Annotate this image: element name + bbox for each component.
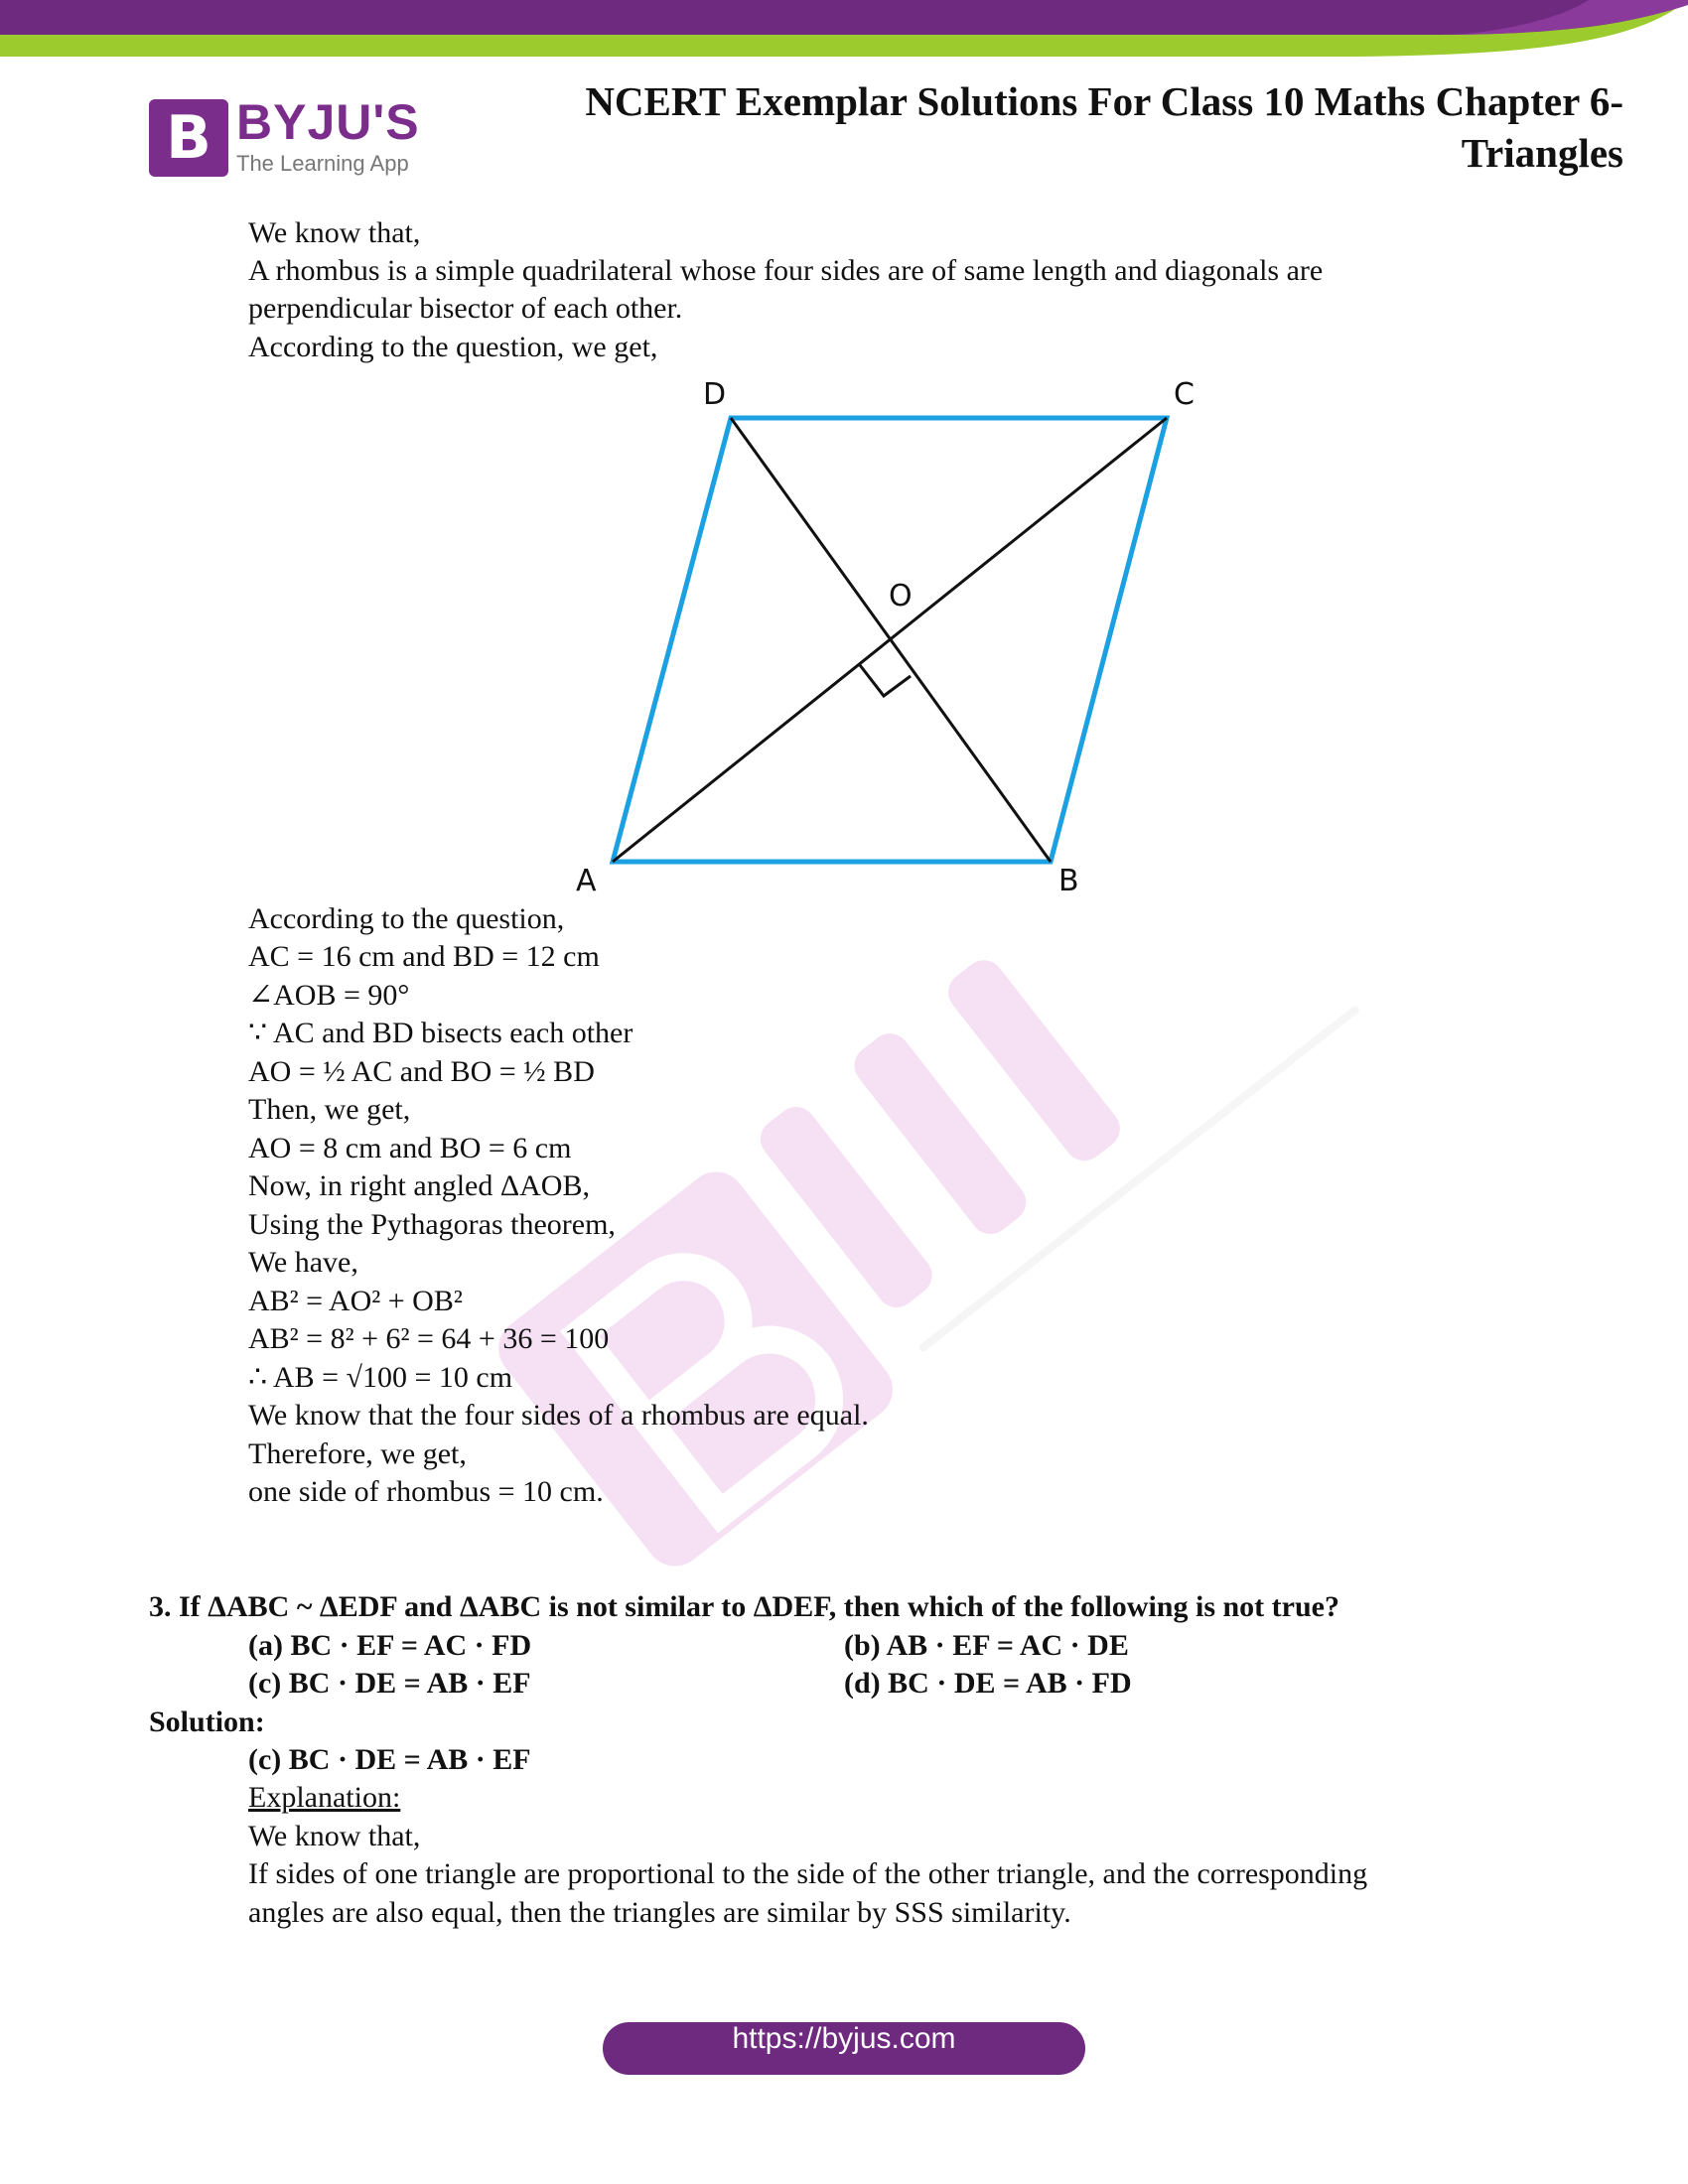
title-line: Triangles bbox=[1461, 130, 1623, 176]
diagonal-bd bbox=[731, 418, 1051, 862]
logo-word: BYJU'S bbox=[236, 94, 420, 150]
text-line: According to the question, we get, bbox=[248, 331, 658, 363]
text-line: AO = 8 cm and BO = 6 cm bbox=[248, 1132, 572, 1164]
text-line: We have, bbox=[248, 1246, 358, 1279]
text-line: Then, we get, bbox=[248, 1093, 411, 1126]
text-line: angles are also equal, then the triangles are similar by SSS similarity. bbox=[248, 1896, 1071, 1929]
explanation-label: Explanation: bbox=[248, 1781, 401, 1814]
logo-tagline: The Learning App bbox=[236, 151, 409, 176]
text-line: We know that, bbox=[248, 216, 421, 249]
text-line: If sides of one triangle are proportional to the side of the other triangle, and the corresponding bbox=[248, 1857, 1368, 1890]
text-line: Therefore, we get, bbox=[248, 1437, 467, 1470]
label-a: A bbox=[576, 864, 597, 898]
byjus-logo bbox=[149, 94, 437, 181]
text-line: one side of rhombus = 10 cm. bbox=[248, 1475, 604, 1508]
right-angle-mark bbox=[860, 665, 911, 696]
page-title bbox=[432, 75, 1623, 179]
logo-b-icon: B bbox=[149, 99, 228, 177]
rhombus-diagram bbox=[556, 367, 1231, 898]
text-line: ∴ AB = √100 = 10 cm bbox=[248, 1361, 513, 1394]
solution-label: Solution: bbox=[149, 1706, 265, 1738]
text-line: AC = 16 cm and BD = 12 cm bbox=[248, 940, 600, 973]
text-line: AO = ½ AC and BO = ½ BD bbox=[248, 1055, 595, 1088]
option-c: (c) BC · DE = AB · EF bbox=[248, 1667, 531, 1700]
label-o: O bbox=[889, 579, 913, 614]
label-d: D bbox=[703, 377, 727, 412]
text-line: We know that, bbox=[248, 1820, 421, 1852]
text-line: We know that the four sides of a rhombus are equal. bbox=[248, 1399, 869, 1432]
option-b: (b) AB · EF = AC · DE bbox=[844, 1629, 1129, 1662]
option-d: (d) BC · DE = AB · FD bbox=[844, 1667, 1132, 1700]
text-line: According to the question, bbox=[248, 902, 565, 935]
text-line: ∠AOB = 90° bbox=[248, 979, 410, 1012]
answer: (c) BC · DE = AB · EF bbox=[248, 1743, 531, 1776]
label-c: C bbox=[1174, 377, 1195, 412]
text-line: AB² = AO² + OB² bbox=[248, 1285, 463, 1317]
text-line: ∵ AC and BD bisects each other bbox=[248, 1017, 633, 1049]
question-3: 3. If ΔABC ~ ΔEDF and ΔABC is not similar to ΔDEF, then which of the following is not true? bbox=[149, 1590, 1339, 1623]
footer-url-link[interactable]: https://byjus.com bbox=[603, 2022, 1085, 2075]
text-line: Using the Pythagoras theorem, bbox=[248, 1208, 616, 1241]
text-line: A rhombus is a simple quadrilateral whose four sides are of same length and diagonals are bbox=[248, 254, 1324, 287]
title-line: NCERT Exemplar Solutions For Class 10 Maths Chapter 6- bbox=[585, 78, 1623, 124]
text-line: perpendicular bisector of each other. bbox=[248, 292, 683, 325]
text-line: Now, in right angled ΔAOB, bbox=[248, 1169, 590, 1202]
text-line: AB² = 8² + 6² = 64 + 36 = 100 bbox=[248, 1322, 610, 1355]
label-b: B bbox=[1058, 864, 1079, 898]
option-a: (a) BC · EF = AC · FD bbox=[248, 1629, 532, 1662]
